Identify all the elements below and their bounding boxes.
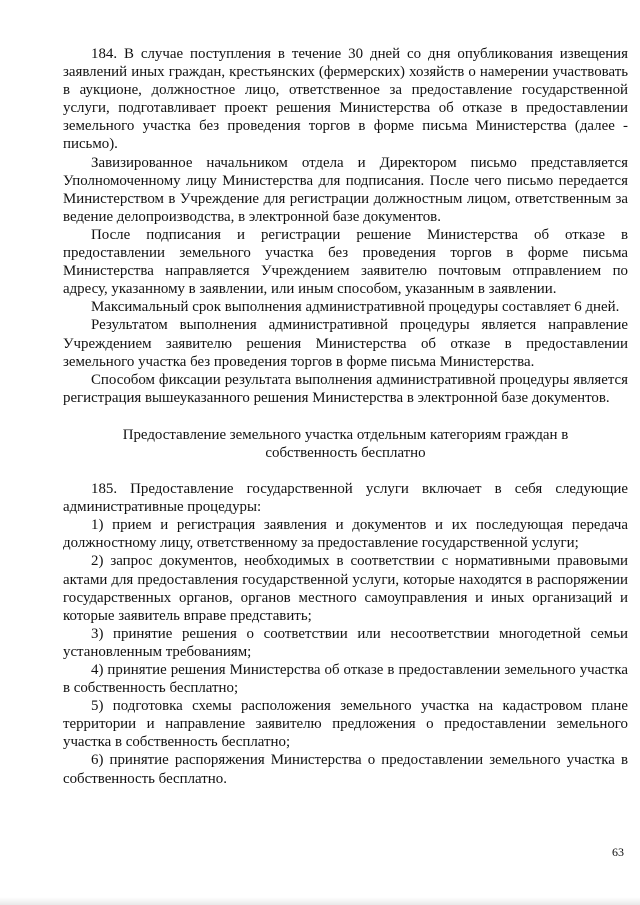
spacer	[63, 462, 628, 480]
paragraph-184-intro: 184. В случае поступления в течение 30 дней со дня опубликования извещения заявлений иных граждан, крестьянских (фермерских) хозяйств о намерении участвовать в аукционе, должностное лицо, ответственное за предоставление государственной услуги, подготавливает проект решения Министерства об отказе в предоставлении земельного участка без проведения торгов в форме письма Министерства (далее - письмо).	[63, 46, 628, 153]
list-item-2: 2) запрос документов, необходимых в соответствии с нормативными правовыми актами для предоставления государственной услуги, которые находятся в распоряжении государственных органов, органов местного самоуправления и иных организаций и которые заявитель вправе представить;	[63, 553, 628, 624]
paragraph-result: Результатом выполнения административной процедуры является направление Учреждением заявителю решения Министерства об отказе в предоставлении земельного участка без проведения торгов в форме письма Министерства.	[63, 317, 628, 370]
page-number: 63	[612, 845, 624, 859]
paragraph-fixation-method: Способом фиксации результата выполнения административной процедуры является регистрация вышеуказанного решения Министерства в электронной базе документов.	[63, 371, 628, 406]
list-item-5: 5) подготовка схемы расположения земельного участка на кадастровом плане территории и направление заявителю предложения о предоставлении земельного участка в собственность бесплатно;	[63, 698, 628, 751]
section-heading: Предоставление земельного участка отдельным категориям граждан в собственность бесплатно	[122, 426, 569, 461]
scan-bottom-edge	[0, 897, 640, 905]
list-item-3: 3) принятие решения о соответствии или несоответствии многодетной семьи установленным требованиям;	[63, 625, 628, 660]
paragraph-max-term: Максимальный срок выполнения административной процедуры составляет 6 дней.	[91, 299, 620, 316]
list-item-6: 6) принятие распоряжения Министерства о предоставлении земельного участка в собственность бесплатно.	[63, 752, 628, 787]
list-item-1: 1) прием и регистрация заявления и документов и их последующая передача должностному лицу, ответственному за предоставление государственной услуги;	[63, 517, 628, 552]
list-item-4: 4) принятие решения Министерства об отказе в предоставлении земельного участка в собственность бесплатно;	[63, 662, 628, 697]
spacer	[63, 407, 628, 426]
paragraph-185-intro: 185. Предоставление государственной услуги включает в себя следующие административные процедуры:	[63, 481, 628, 516]
document-body	[63, 45, 628, 788]
paragraph-letter-signing: Завизированное начальником отдела и Директором письмо представляется Уполномоченному лицу Министерства для подписания. После чего письмо передается Министерством в Учреждение для регистрации должностным лицом, ответственным за ведение делопроизводства, в электронной базе документов.	[63, 154, 628, 225]
paragraph-letter-sending: После подписания и регистрации решение Министерства об отказе в предоставлении земельного участка без проведения торгов в форме письма Министерства направляется Учреждением заявителю почтовым отправлением по адресу, указанному в заявлении, или иным способом, указанным в заявлении.	[63, 226, 628, 298]
